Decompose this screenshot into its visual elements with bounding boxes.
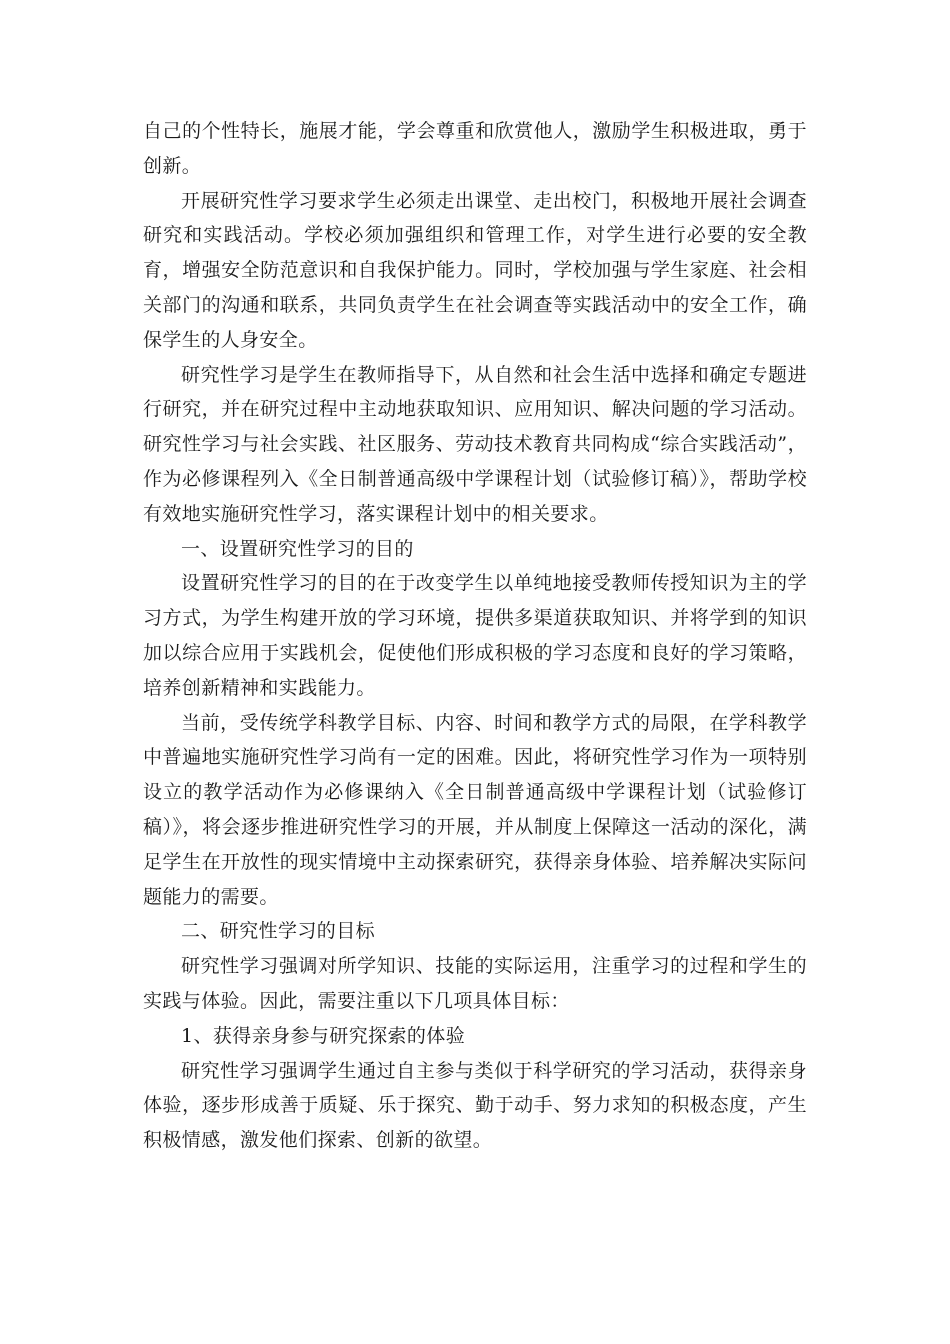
- document-page: [143, 114, 807, 1158]
- paragraph-purpose: 设置研究性学习的目的在于改变学生以单纯地接受教师传授知识为主的学习方式，为学生构建开放的学习环境，提供多渠道获取知识、并将学到的知识加以综合应用于实践机会，促使他们形成积极的学习态度和良好的学习策略，培养创新精神和实践能力。: [143, 572, 807, 699]
- paragraph-definition: 研究性学习是学生在教师指导下，从自然和社会生活中选择和确定专题进行研究，并在研究过程中主动地获取知识、应用知识、解决问题的学习活动。研究性学习与社会实践、社区服务、劳动技术教育共同构成“综合实践活动”，作为必修课程列入《全日制普通高级中学课程计划（试验修订稿）》，帮助学校有效地实施研究性学习，落实课程计划中的相关要求。: [143, 363, 807, 525]
- section-heading-purpose: 一、设置研究性学习的目的: [181, 537, 414, 560]
- section-heading-goals: 二、研究性学习的目标: [181, 920, 376, 943]
- paragraph-goals-intro: 研究性学习强调对所学知识、技能的实际运用，注重学习的过程和学生的实践与体验。因此，需要注重以下几项具体目标：: [143, 955, 807, 1012]
- paragraph-continuation: 自己的个性特长，施展才能，学会尊重和欣赏他人，激励学生积极进取，勇于创新。: [143, 120, 807, 177]
- paragraph-safety: 开展研究性学习要求学生必须走出课堂、走出校门，积极地开展社会调查研究和实践活动。学校必须加强组织和管理工作，对学生进行必要的安全教育，增强安全防范意识和自我保护能力。同时，学校加强与学生家庭、社会相关部门的沟通和联系，共同负责学生在社会调查等实践活动中的安全工作，确保学生的人身安全。: [143, 189, 807, 351]
- paragraph-experience: 研究性学习强调学生通过自主参与类似于科学研究的学习活动，获得亲身体验，逐步形成善于质疑、乐于探究、勤于动手、努力求知的积极态度，产生积极情感，激发他们探索、创新的欲望。: [143, 1059, 807, 1152]
- subsection-heading-experience: 1、获得亲身参与研究探索的体验: [181, 1024, 466, 1047]
- paragraph-current: 当前，受传统学科教学目标、内容、时间和教学方式的局限，在学科教学中普遍地实施研究性学习尚有一定的困难。因此，将研究性学习作为一项特别设立的教学活动作为必修课纳入《全日制普通高级中学课程计划（试验修订稿）》，将会逐步推进研究性学习的开展，并从制度上保障这一活动的深化，满足学生在开放性的现实情境中主动探索研究，获得亲身体验、培养解决实际问题能力的需要。: [143, 711, 807, 908]
